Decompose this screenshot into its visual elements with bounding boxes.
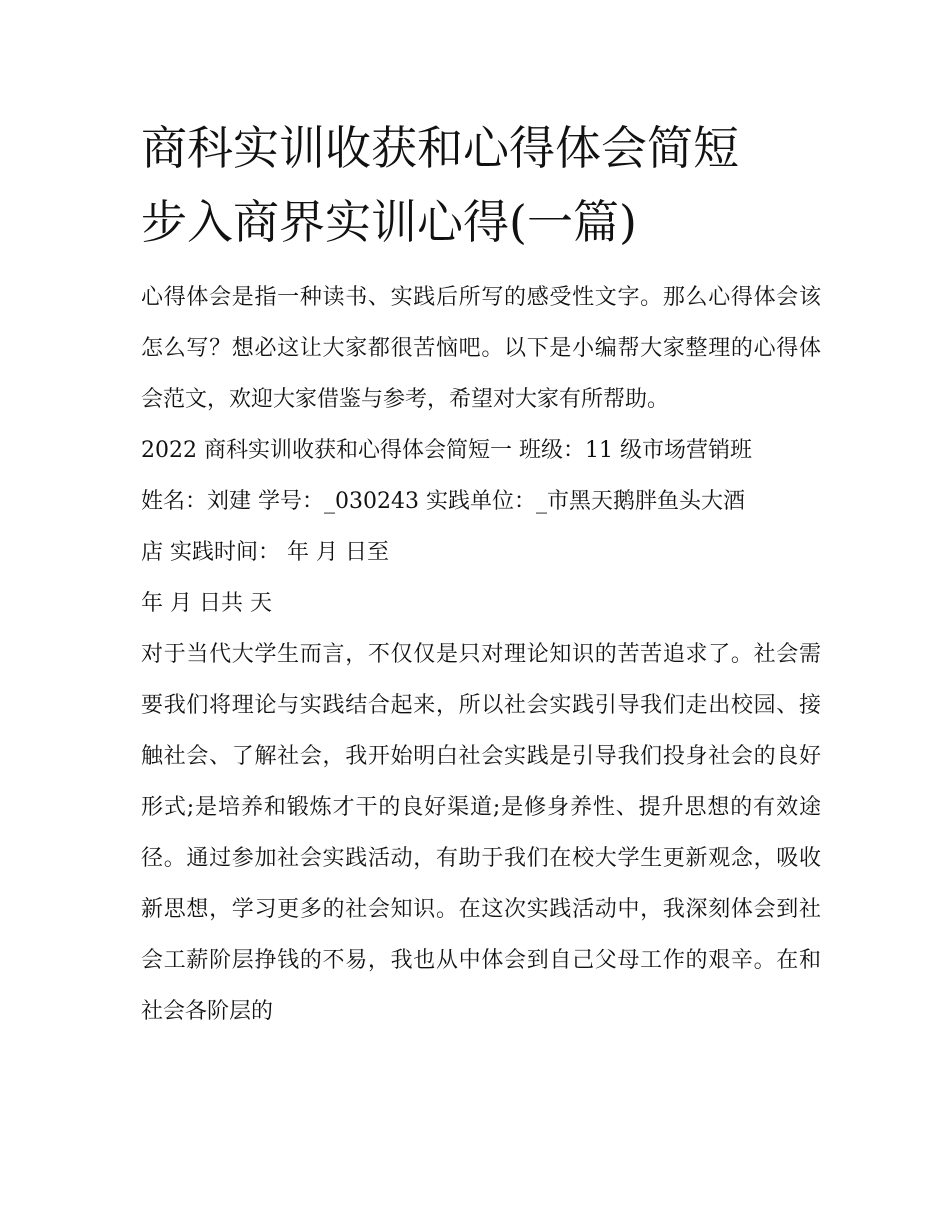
document-content bbox=[141, 118, 821, 1037]
meta-line-time: 店 实践时间： 年 月 日至 bbox=[141, 540, 389, 565]
meta-block bbox=[141, 425, 821, 629]
meta-line-class: 2022 商科实训收获和心得体会简短一 班级：11 级市场营销班 bbox=[141, 438, 752, 463]
meta-line-days: 年 月 日共 天 bbox=[141, 591, 272, 616]
body-paragraph: 对于当代大学生而言，不仅仅是只对理论知识的苦苦追求了。社会需要我们将理论与实践结合起来，所以社会实践引导我们走出校园、接触社会、了解社会，我开始明白社会实践是引导我们投身社会的良好形式;是培养和锻炼才干的良好渠道;是修身养性、提升思想的有效途径。通过参加社会实践活动，有助于我们在校大学生更新观念，吸收新思想，学习更多的社会知识。在这次实践活动中，我深刻体会到社会工薪阶层挣钱的不易，我也从中体会到自己父母工作的艰辛。在和社会各阶层的 bbox=[141, 642, 821, 1024]
title-line-2: 步入商界实训心得(一篇) bbox=[141, 195, 637, 249]
intro-paragraph: 心得体会是指一种读书、实践后所写的感受性文字。那么心得体会该怎么写？想必这让大家都很苦恼吧。以下是小编帮大家整理的心得体会范文，欢迎大家借鉴与参考，希望对大家有所帮助。 bbox=[141, 285, 821, 412]
meta-line-name: 姓名：刘建 学号：_030243 实践单位：_市黑天鹅胖鱼头大酒 bbox=[141, 489, 745, 514]
title-line-1: 商科实训收获和心得体会简短 bbox=[141, 121, 739, 175]
document-body bbox=[141, 272, 821, 1037]
document-title bbox=[141, 118, 821, 252]
